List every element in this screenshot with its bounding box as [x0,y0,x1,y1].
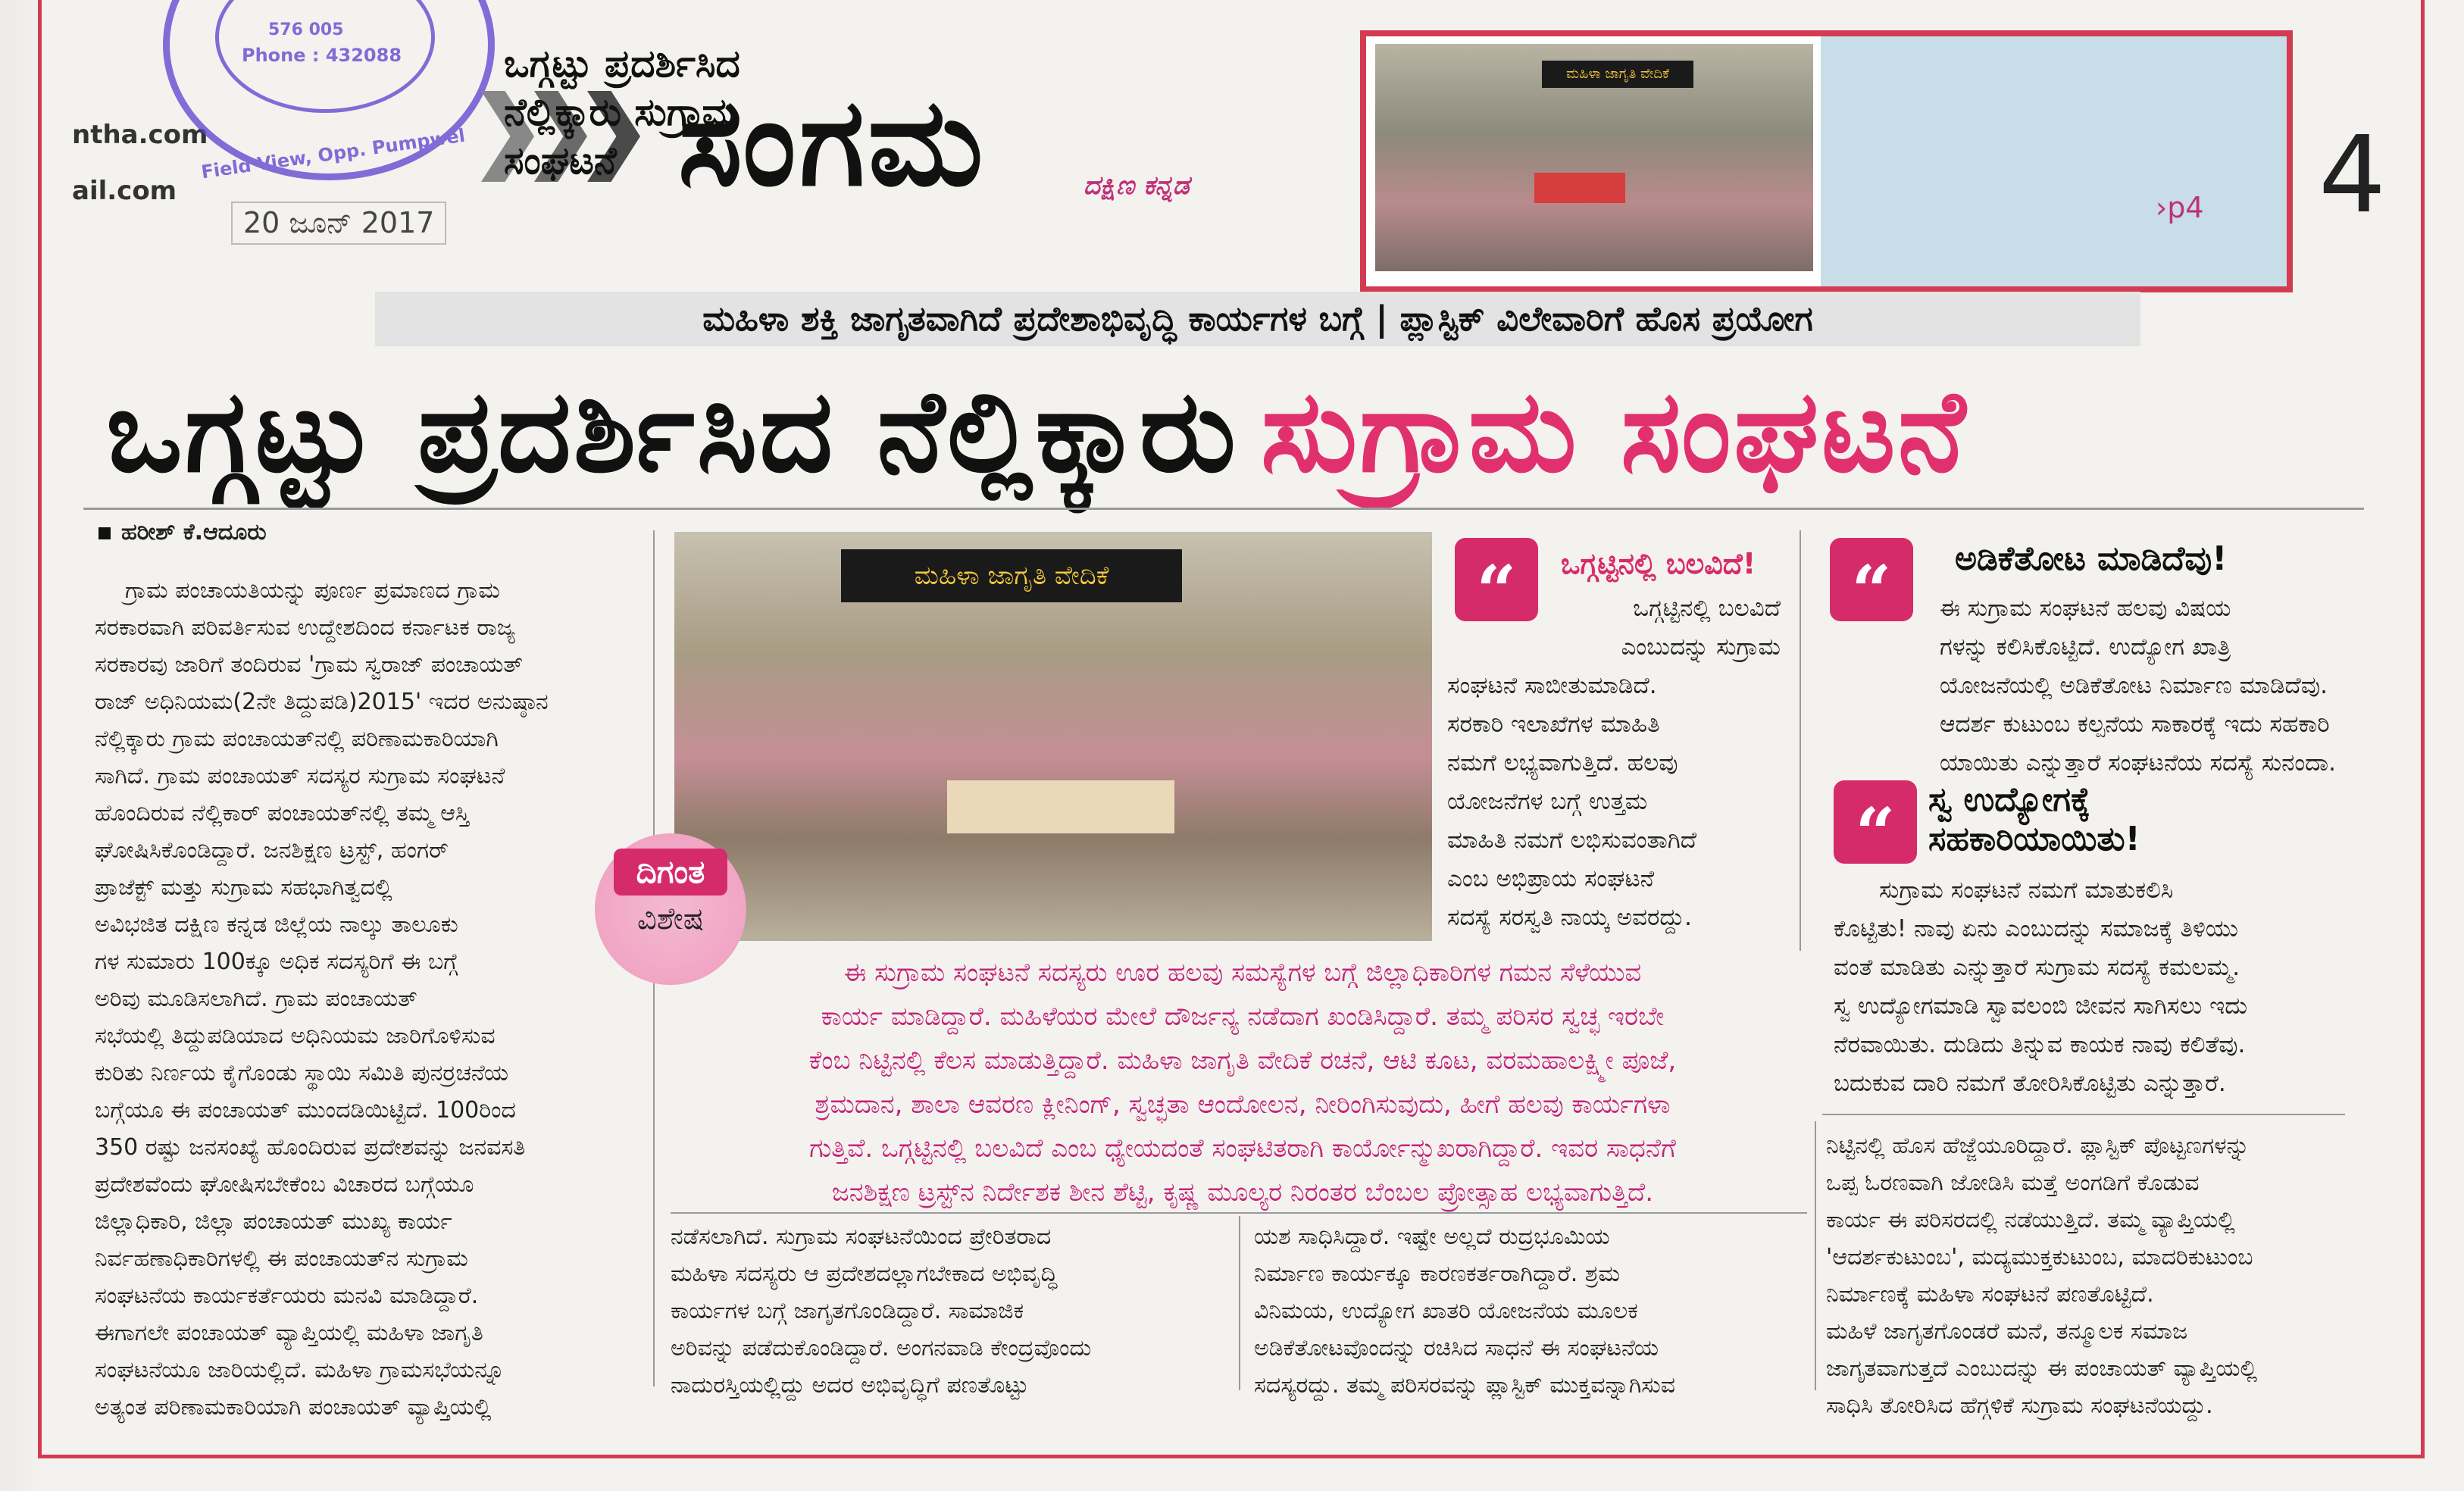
quote-line: ಕೊಟ್ಟಿತು! ನಾವು ಏನು ಎಂಬುದನ್ನು ಸಮಾಜಕ್ಕೆ ತಿಳಿಯು [1834,915,2238,942]
stamp-top-text: 576 005 [268,20,344,39]
promo-photo-table [1534,173,1625,203]
quote2-text [1940,589,2341,783]
quote-line: ಯೋಜನೆಗಳ ಬಗ್ಗೆ ಉತ್ತಮ [1447,788,1648,815]
quote-line: ಎಂಬುದನ್ನು ಸುಗ್ರಾಮ [1621,633,1781,661]
highlight-line: ಕೆಂಬ ನಿಟ್ಟಿನಲ್ಲಿ ಕೆಲಸ ಮಾಡುತ್ತಿದ್ದಾರೆ. ಮಹಿಳಾ ಜಾಗೃತಿ ವೇದಿಕೆ ರಚನೆ, ಆಟಿ ಕೂಟ, ವರಮಹಾಲಕ್ಷ್ಮೀ ಪೂಜೆ, [808,1046,1677,1076]
text-line: ನಿರ್ವಹಣಾಧಿಕಾರಿಗಳಲ್ಲಿ ಈ ಪಂಚಾಯತ್‌ನ ಸುಗ್ರಾಮ [95,1246,468,1272]
quote-icon: “ [1455,538,1538,621]
highlight-line: ಗುತ್ತಿವೆ. ಒಗ್ಗಟ್ಟಿನಲ್ಲಿ ಬಲವಿದೆ ಎಂಬ ಧ್ಯೇಯದಂತೆ ಸಂಘಟಿತರಾಗಿ ಕಾರ್ಯೋನ್ಮುಖರಾಗಿದ್ದಾರೆ. ಇವರ ಸಾಧನೆಗೆ [809,1133,1676,1164]
quote-line: ಮಾಹಿತಿ ನಮಗೆ ಲಭಿಸುವಂತಾಗಿದೆ [1447,827,1697,854]
quote-line: ಆದರ್ಶ ಕುಟುಂಬ ಕಲ್ಪನೆಯ ಸಾಕಾರಕ್ಕೆ ಇದು ಸಹಕಾರಿ [1940,711,2330,738]
text-line: ನಿಟ್ಟಿನಲ್ಲಿ ಹೊಸ ಹೆಜ್ಜೆಯೂರಿದ್ದಾರೆ. ಪ್ಲಾಸ್ಟಿಕ್ ಪೊಟ್ಟಣಗಳನ್ನು [1826,1133,2250,1159]
quote-line: ನೆರವಾಯಿತು. ದುಡಿದು ತಿನ್ನುವ ಕಾಯಕ ನಾವು ಕಲಿತೆವು. [1834,1031,2246,1058]
stamp-address: Field View, Opp. Pumpwel [199,124,467,183]
headline-pink: ಸುಗ್ರಾಮ ಸಂಘಟನೆ [1261,366,1968,498]
text-line: ಯಶ ಸಾಧಿಸಿದ್ದಾರೆ. ಇಷ್ಟೇ ಅಲ್ಲದೆ ರುದ್ರಭೂಮಿಯ [1254,1224,1610,1250]
quote-icon: “ [1834,780,1917,864]
quote-line: ಬದುಕುವ ದಾರಿ ನಮಗೆ ತೋರಿಸಿಕೊಟ್ಟಿತು ಎನ್ನುತ್ತಾರೆ. [1834,1070,2226,1097]
text-line: ಕಾರ್ಯ ಈ ಪರಿಸರದಲ್ಲಿ ನಡೆಯುತ್ತಿದೆ. ತಮ್ಮ ವ್ಯಾಪ್ತಿಯಲ್ಲಿ [1826,1207,2235,1233]
photo-table [947,780,1174,833]
text-line: ಸರಕಾರವು ಜಾರಿಗೆ ತಂದಿರುವ 'ಗ್ರಾಮ ಸ್ವರಾಜ್ ಪಂಚಾಯತ್ [95,652,524,678]
column-4 [1826,1127,2345,1424]
edge-text-2: ail.com [72,176,177,206]
promo-line: ನೆಲ್ಲಿಕ್ಕಾರು ಸುಗ್ರಾಮ [504,90,739,134]
text-line: ಮಹಿಳಾ ಸದಸ್ಯರು ಆ ಪ್ರದೇಶದಲ್ಲಾಗಬೇಕಾದ ಅಭಿವೃದ್ಧಿ [671,1261,1058,1287]
column-divider [1815,1121,1816,1390]
text-line: ರಾಜ್ ಅಧಿನಿಯಮ(2ನೇ ತಿದ್ದುಪಡಿ)2015' ಇದರ ಅನುಷ್ಠಾನ [95,689,549,715]
promo-line: ಒಗ್ಗಟ್ಟು ಪ್ರದರ್ಶಿಸಿದ [504,42,740,86]
quote-line: ಸಂಘಟನೆ ಸಾಬೀತುಮಾಡಿದೆ. [1447,672,1657,699]
text-line: ಕುರಿತು ನಿರ್ಣಯ ಕೈಗೊಂಡು ಸ್ಥಾಯಿ ಸಮಿತಿ ಪುನರ್ರಚನೆಯ [95,1060,508,1086]
page-number: 4 [2319,114,2387,237]
text-line: ಸಂಘಟನೆಯೂ ಜಾರಿಯಲ್ಲಿದೆ. ಮಹಿಳಾ ಗ್ರಾಮಸಭೆಯನ್ನೂ [95,1357,505,1383]
text-line: ನೆಲ್ಲಿಕ್ಕಾರು ಗ್ರಾಮ ಪಂಚಾಯತ್‌ನಲ್ಲಿ ಪರಿಣಾಮಕಾರಿಯಾಗಿ [95,726,499,752]
masthead-title: ಸಂಗಮ [678,71,987,213]
quote1-text [1447,589,1781,937]
highlight-line: ಕಾರ್ಯ ಮಾಡಿದ್ದಾರೆ. ಮಹಿಳೆಯರ ಮೇಲೆ ದೌರ್ಜನ್ಯ ನಡೆದಾಗ ಖಂಡಿಸಿದ್ದಾರೆ. ತಮ್ಮ ಪರಿಸರ ಸ್ವಚ್ಛ ಇರಬೇ [821,1002,1665,1032]
promo-page-ref[interactable]: ›p4 [2156,191,2204,224]
text-line: ನಿರ್ಮಾಣಕ್ಕೆ ಮಹಿಳಾ ಸಂಘಟನೆ ಪಣತೊಟ್ಟಿದೆ. [1826,1281,2154,1308]
quote-line: ಸುಗ್ರಾಮ ಸಂಘಟನೆ ನಮಗೆ ಮಾತುಕಲಿಸಿ [1879,877,2174,904]
text-line: ಸಾಧಿಸಿ ತೋರಿಸಿದ ಹೆಗ್ಗಳಿಕೆ ಸುಗ್ರಾಮ ಸಂಘಟನೆಯದ್ದು. [1826,1393,2213,1419]
tag-subtitle: ವಿಶೇಷ [636,902,705,936]
text-line: ಗಳ ಸುಮಾರು 100ಕ್ಕೂ ಅಧಿಕ ಸದಸ್ಯರಿಗೆ ಈ ಬಗ್ಗೆ [95,949,458,975]
column-3 [1254,1218,1807,1404]
text-line: ನಡೆಸಲಾಗಿದೆ. ಸುಗ್ರಾಮ ಸಂಘಟನೆಯಿಂದ ಪ್ರೇರಿತರಾದ [671,1224,1052,1250]
text-line: ವಿನಿಮಯ, ಉದ್ಯೋಗ ಖಾತರಿ ಯೋಜನೆಯ ಮೂಲಕ [1254,1298,1638,1324]
quote3-title-2: ಸಹಕಾರಿಯಾಯಿತು! [1928,820,2140,858]
quote-line: ಈ ಸುಗ್ರಾಮ ಸಂಘಟನೆ ಹಲವು ವಿಷಯ [1940,595,2231,622]
text-line: ಮಹಿಳೆ ಜಾಗೃತಗೊಂಡರೆ ಮನೆ, ತನ್ಮೂಲಕ ಸಮಾಜ [1826,1318,2188,1345]
text-line: ಸಭೆಯಲ್ಲಿ ತಿದ್ದುಪಡಿಯಾದ ಅಧಿನಿಯಮ ಜಾರಿಗೊಳಿಸುವ [95,1023,496,1049]
promo-line: ಸಂಘಟನೆ [504,139,617,183]
tag-title: ದಿಗಂತ [614,849,727,896]
quote-line: ಯೋಜನೆಯಲ್ಲಿ ಅಡಿಕೆತೋಟ ನಿರ್ಮಾಣ ಮಾಡಿದೆವು. [1940,672,2328,699]
quote-line: ಸ್ವ ಉದ್ಯೋಗಮಾಡಿ ಸ್ವಾವಲಂಬಿ ಜೀವನ ಸಾಗಿಸಲು ಇದು [1834,992,2248,1020]
column-2 [671,1218,1224,1404]
text-line: ಸರಕಾರವಾಗಿ ಪರಿವರ್ತಿಸುವ ಉದ್ದೇಶದಿಂದ ಕರ್ನಾಟಕ ರಾಜ್ಯ [95,614,516,641]
text-line: ಈಗಾಗಲೇ ಪಂಚಾಯತ್ ವ್ಯಾಪ್ತಿಯಲ್ಲಿ ಮಹಿಳಾ ಜಾಗೃತಿ [95,1320,483,1346]
text-line: ಸಂಘಟನೆಯ ಕಾರ್ಯಕರ್ತೆಯರು ಮನವಿ ಮಾಡಿದ್ದಾರೆ. [95,1283,479,1309]
highlight-paragraph [682,951,1803,1214]
text-line: ಬಗ್ಗೆಯೂ ಈ ಪಂಚಾಯತ್ ಮುಂದಡಿಯಿಟ್ಟಿದೆ. 100ರಿಂದ [95,1097,516,1124]
text-line: 'ಆದರ್ಶಕುಟುಂಬ', ಮದ್ಯಮುಕ್ತಕುಟುಂಬ, ಮಾದರಿಕುಟುಂಬ [1826,1244,2253,1271]
text-line: ಕಾರ್ಯಗಳ ಬಗ್ಗೆ ಜಾಗೃತಗೊಂಡಿದ್ದಾರೆ. ಸಾಮಾಜಿಕ [671,1298,1024,1324]
quote-line: ನಮಗೆ ಲಭ್ಯವಾಗುತ್ತಿದೆ. ಹಲವು [1447,749,1678,777]
stamp-phone: Phone : 432088 [242,45,402,66]
quote1-title: ಒಗ್ಗಟ್ಟಿನಲ್ಲಿ ಬಲವಿದೆ! [1561,547,1756,580]
headline-black: ಒಗ್ಗಟ್ಟು ಪ್ರದರ್ಶಿಸಿದ ನೆಲ್ಲಿಕ್ಕಾರು [106,366,1239,498]
text-line: ಗ್ರಾಮ ಪಂಚಾಯತಿಯನ್ನು ಪೂರ್ಣ ಪ್ರಮಾಣದ ಗ್ರಾಮ [125,577,500,604]
column-divider [1239,1216,1240,1390]
text-line: ನಿರ್ಮಾಣ ಕಾರ್ಯಕ್ಕೂ ಕಾರಣಕರ್ತರಾಗಿದ್ದಾರೆ. ಶ್ರಮ [1254,1261,1621,1287]
byline: ಹರೀಶ್ ಕೆ.ಆದೂರು [98,519,267,545]
quote2-title: ಅಡಿಕೆತೋಟ ಮಾಡಿದೆವು! [1955,539,2228,578]
photo-banner: ಮಹಿಳಾ ಜಾಗೃತಿ ವೇದಿಕೆ [841,549,1182,602]
issue-date: 20 ಜೂನ್ 2017 [231,202,446,245]
text-line: 350 ರಷ್ಟು ಜನಸಂಖ್ಯೆ ಹೊಂದಿರುವ ಪ್ರದೇಶವನ್ನು ಜನವಸತಿ [95,1134,526,1161]
highlight-line: ಈ ಸುಗ್ರಾಮ ಸಂಘಟನೆ ಸದಸ್ಯರು ಊರ ಹಲವು ಸಮಸ್ಯೆಗಳ ಬಗ್ಗೆ ಜಿಲ್ಲಾಧಿಕಾರಿಗಳ ಗಮನ ಸೆಳೆಯುವ [843,958,1642,988]
promo-photo-banner: ಮಹಿಳಾ ಜಾಗೃತಿ ವೇದಿಕೆ [1542,61,1693,88]
subhead-banner: ಮಹಿಳಾ ಶಕ್ತಿ ಜಾಗೃತವಾಗಿದೆ ಪ್ರದೇಶಾಭಿವೃದ್ಧಿ ಕಾರ್ಯಗಳ ಬಗ್ಗೆ | ಪ್ಲಾಸ್ಟಿಕ್ ವಿಲೇವಾರಿಗೆ ಹೊಸ ಪ್ರಯೋಗ [375,292,2140,346]
text-line: ಅವಿಭಜಿತ ದಕ್ಷಿಣ ಕನ್ನಡ ಜಿಲ್ಲೆಯ ನಾಲ್ಕು ತಾಲೂಕು [95,911,458,938]
quote-line: ವಂತೆ ಮಾಡಿತು ಎನ್ನುತ್ತಾರೆ ಸುಗ್ರಾಮ ಸದಸ್ಯೆ ಕಮಲಮ್ಮ. [1834,954,2240,981]
quote3-text [1834,871,2341,1103]
text-line: ಘೋಷಿಸಿಕೊಂಡಿದ್ದಾರೆ. ಜನಶಿಕ್ಷಣ ಟ್ರಸ್ಟ್, ಹಂಗರ್ [95,837,449,864]
text-line: ಅಡಿಕೆತೋಟವೊಂದನ್ನು ರಚಿಸಿದ ಸಾಧನೆ ಈ ಸಂಘಟನೆಯ [1254,1335,1659,1361]
quote-icon: “ [1830,538,1913,621]
promo-text-panel [1821,36,2287,286]
headline-rule [83,508,2364,510]
section-rule [1822,1114,2345,1115]
text-line: ಸಾಗಿದೆ. ಗ್ರಾಮ ಪಂಚಾಯತ್ ಸದಸ್ಯರ ಸುಗ್ರಾಮ ಸಂಘಟನೆ [95,763,505,789]
quote3-title-1: ಸ್ವ ಉದ್ಯೋಗಕ್ಕೆ [1928,780,2090,819]
highlight-line: ಜನಶಿಕ್ಷಣ ಟ್ರಸ್ಟ್‌ನ ನಿರ್ದೇಶಕ ಶೀನ ಶೆಟ್ಟಿ, ಕೃಷ್ಣ ಮೂಲ್ಯರ ನಿರಂತರ ಬೆಂಬಲ ಪ್ರೋತ್ಸಾಹ ಲಭ್ಯವಾಗುತ್ತಿದೆ. [831,1177,1654,1208]
text-line: ಪ್ರದೇಶವೆಂದು ಘೋಷಿಸಬೇಕೆಂಬ ವಿಚಾರದ ಬಗ್ಗೆಯೂ [95,1171,474,1198]
promo-photo [1375,44,1813,271]
quote-line: ಸರಕಾರಿ ಇಲಾಖೆಗಳ ಮಾಹಿತಿ [1447,711,1660,738]
text-line: ಜಾಗೃತವಾಗುತ್ತದೆ ಎಂಬುದನ್ನು ಈ ಪಂಚಾಯತ್ ವ್ಯಾಪ್ತಿಯಲ್ಲಿ [1826,1355,2258,1382]
text-line: ಸದಸ್ಯರದ್ದು. ತಮ್ಮ ಪರಿಸರವನ್ನು ಪ್ಲಾಸ್ಟಿಕ್ ಮುಕ್ತವನ್ನಾಗಿಸುವ [1254,1372,1676,1399]
text-line: ಹೊಂದಿರುವ ನೆಲ್ಲಿಕಾರ್ ಪಂಚಾಯತ್‌ನಲ್ಲಿ ತಮ್ಮ ಆಸ್ತಿ [95,800,470,827]
section-rule [671,1212,1807,1214]
text-line: ಒಪ್ಪ ಓರಣವಾಗಿ ಜೋಡಿಸಿ ಮತ್ತೆ ಅಂಗಡಿಗೆ ಕೊಡುವ [1826,1170,2200,1196]
text-line: ಅರಿವು ಮೂಡಿಸಲಾಗಿದೆ. ಗ್ರಾಮ ಪಂಚಾಯತ್ [95,986,417,1012]
highlight-line: ಶ್ರಮದಾನ, ಶಾಲಾ ಆವರಣ ಕ್ಲೀನಿಂಗ್, ಸ್ವಚ್ಛತಾ ಆಂದೋಲನ, ನೀರಿಂಗಿಸುವುದು, ಹೀಗೆ ಹಲವು ಕಾರ್ಯಗಳಾ [815,1089,1671,1120]
text-line: ಅರಿವನ್ನು ಪಡೆದುಕೊಂಡಿದ್ದಾರೆ. ಅಂಗನವಾಡಿ ಕೇಂದ್ರವೊಂದು [671,1335,1092,1361]
quote-line: ಸದಸ್ಯೆ ಸರಸ್ವತಿ ನಾಯ್ಕ ಅವರದ್ದು. [1447,904,1692,931]
promo-headline [504,39,740,185]
quote-line: ಗಳನ್ನು ಕಲಿಸಿಕೊಟ್ಟಿದೆ. ಉದ್ಯೋಗ ಖಾತ್ರಿ [1940,633,2231,661]
quote-line: ಯಾಯಿತು ಎನ್ನುತ್ತಾರೆ ಸಂಘಟನೆಯ ಸದಸ್ಯೆ ಸುನಂದಾ. [1940,749,2336,777]
column-divider [1800,530,1801,951]
text-line: ಅತ್ಯಂತ ಪರಿಣಾಮಕಾರಿಯಾಗಿ ಪಂಚಾಯತ್ ವ್ಯಾಪ್ತಿಯಲ್ಲಿ [95,1394,492,1421]
text-line: ಪ್ರಾಜೆಕ್ಟ್ ಮತ್ತು ಸುಗ್ರಾಮ ಸಹಭಾಗಿತ್ವದಲ್ಲಿ [95,874,392,901]
edge-text-1: ntha.com [72,120,208,150]
text-line: ಜಿಲ್ಲಾಧಿಕಾರಿ, ಜಿಲ್ಲಾ ಪಂಚಾಯತ್ ಮುಖ್ಯ ಕಾರ್ಯ [95,1208,452,1235]
column-1 [95,572,640,1426]
quote-line: ಒಗ್ಗಟ್ಟಿನಲ್ಲಿ ಬಲವಿದೆ [1633,595,1781,622]
headline [106,366,1968,498]
masthead-subtitle: ದಕ್ಷಿಣ ಕನ್ನಡ [1083,170,1190,201]
quote-line: ಎಂಬ ಅಭಿಪ್ರಾಯ ಸಂಘಟನೆ [1447,865,1655,892]
text-line: ನಾದುರಸ್ತಿಯಲ್ಲಿದ್ದು ಅದರ ಅಭಿವೃದ್ಧಿಗೆ ಪಣತೊಟ್ಟು [671,1372,1029,1399]
promo-box[interactable] [1360,30,2293,292]
